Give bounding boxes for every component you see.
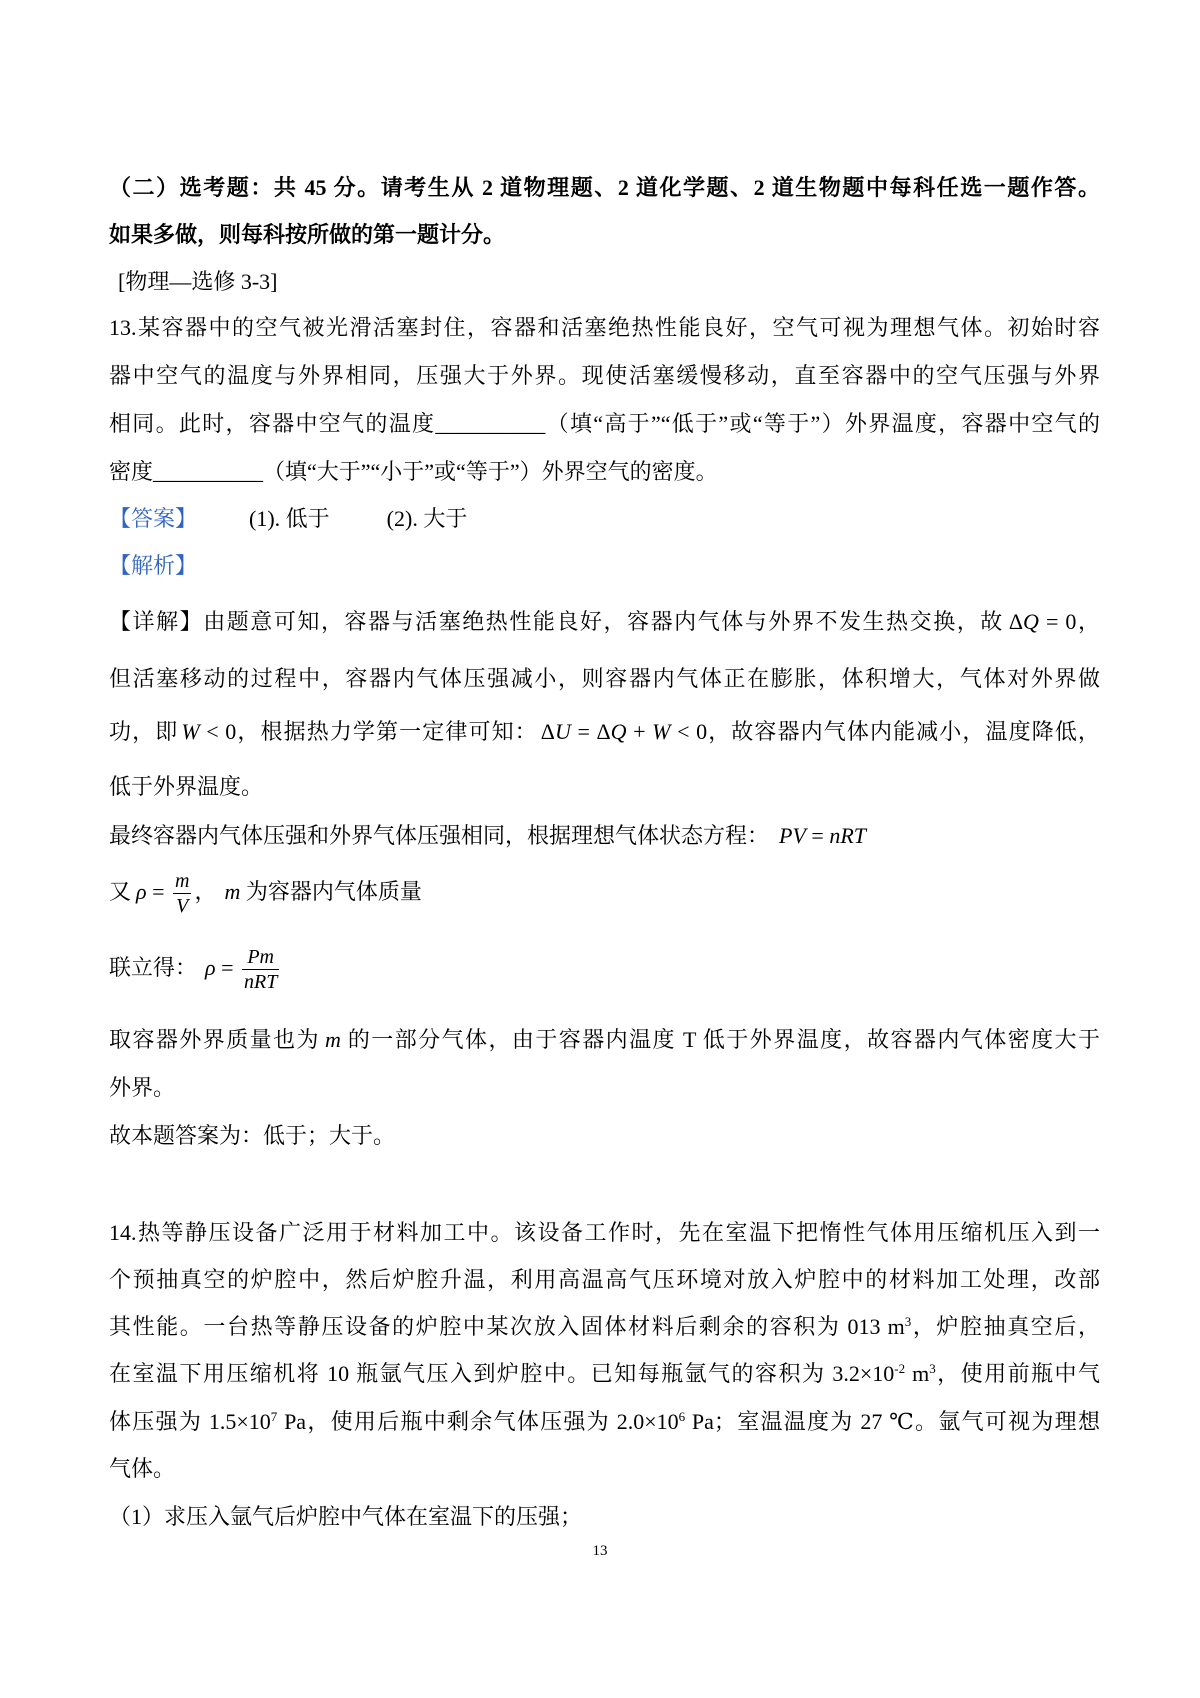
- fraction-numerator: m: [175, 870, 190, 893]
- stem-text: Pa；室温温度为 27 ℃。氩气可视为理想: [685, 1409, 1100, 1434]
- stem-text: 体压强为 1.5×10: [109, 1409, 271, 1434]
- answer-item-2: (2). 大于: [386, 506, 468, 531]
- math-variable-q: Q: [610, 719, 627, 744]
- math-equals: =: [146, 879, 170, 904]
- math-equals: =: [215, 955, 239, 980]
- superscript: 6: [678, 1409, 686, 1424]
- fraction-m-over-v: [173, 869, 191, 918]
- math-delta-symbol: Δ: [1008, 609, 1024, 634]
- detail-text: 取容器外界质量也为: [109, 1027, 320, 1052]
- detail-line-4: 低于外界温度。: [109, 774, 264, 799]
- page-number: 13: [592, 1543, 608, 1559]
- detail-line-9: 外界。: [109, 1075, 176, 1100]
- analysis-label: 【解析】: [109, 553, 198, 578]
- math-variable-q: Q: [1023, 609, 1039, 634]
- q14-stem-line-3: [109, 1312, 1100, 1342]
- elective-tag: [物理—选修 3-3]: [118, 269, 278, 294]
- math-delta-symbol: Δ: [540, 719, 555, 744]
- detail-text: 又: [109, 879, 132, 904]
- detail-line-5: [109, 821, 1100, 851]
- math-variable-u: U: [554, 719, 571, 744]
- math-equals-zero: = 0: [1038, 609, 1077, 634]
- detail-line-2: 但活塞移动的过程中，容器内气体压强减小，则容器内气体正在膨胀，体积增大，气体对外界做: [109, 666, 1100, 691]
- fraction-denominator: V: [176, 895, 189, 918]
- detail-text: 最终容器内气体压强和外界气体压强相同，根据理想气体状态方程：: [109, 823, 770, 848]
- detail-text: 功，即: [109, 719, 179, 744]
- q14-stem-line-1: 14.热等静压设备广泛用于材料加工中。该设备工作时，先在室温下把惰性气体用压缩机压入到一: [109, 1220, 1100, 1245]
- stem-text: 其性能。一台热等静压设备的炉腔中某次放入固体材料后剩余的容积为 013 m: [109, 1314, 905, 1339]
- answer-item-1: (1). 低于: [249, 506, 330, 531]
- math-rho: ρ: [205, 955, 216, 980]
- detail-text: ，: [1076, 609, 1100, 634]
- q13-stem-line-4: 密度__________（填“大于”“小于”或“等于”）外界空气的密度。: [109, 459, 718, 484]
- section-heading-line-1: （二）选考题：共 45 分。请考生从 2 道物理题、2 道化学题、2 道生物题中每科任选一题作答。: [109, 175, 1100, 200]
- q14-stem-line-5: [109, 1407, 1100, 1437]
- answer-label: 【答案】: [109, 506, 198, 531]
- fraction-denominator: nRT: [244, 971, 278, 994]
- detail-line-8: [109, 1025, 1100, 1055]
- q13-stem-line-1: 13.某容器中的空气被光滑活塞封住，容器和活塞绝热性能良好，空气可视为理想气体。初始时容: [109, 315, 1100, 340]
- stem-text: m: [905, 1361, 930, 1386]
- detail-text: 为容器内气体质量: [240, 879, 422, 904]
- math-plus: +: [626, 719, 653, 744]
- superscript: -2: [894, 1361, 906, 1376]
- section-heading-line-2: 如果多做，则每科按所做的第一题计分。: [109, 222, 506, 247]
- math-variable-m: m: [324, 1027, 341, 1052]
- fraction-pm-over-nrt: [242, 945, 279, 994]
- detail-line-3: [109, 717, 1100, 747]
- math-nrt: nRT: [829, 823, 867, 848]
- detail-line-6: [109, 862, 1100, 922]
- detail-line-10: 故本题答案为：低于；大于。: [109, 1123, 396, 1148]
- q14-stem-line-6: 气体。: [109, 1456, 176, 1481]
- q13-stem-line-3: 相同。此时，容器中空气的温度__________（填“高于”“低于”或“等于”）外界温度，容器中空气的: [109, 411, 1100, 436]
- stem-text: ，使用前瓶中气: [935, 1361, 1100, 1386]
- detail-text: ，故容器内气体内能减小，温度降低，: [707, 719, 1100, 744]
- q14-stem-line-4: [109, 1359, 1100, 1389]
- detail-text: 的一部分气体，由于容器内温度 T 低于外界温度，故容器内气体密度大于: [340, 1027, 1100, 1052]
- detail-label: 【详解】: [109, 609, 204, 634]
- superscript: 3: [904, 1314, 912, 1329]
- q14-stem-line-2: 个预抽真空的炉腔中，然后炉腔升温，利用高温高气压环境对放入炉腔中的材料加工处理，改部: [109, 1267, 1100, 1292]
- math-variable-w: W: [181, 719, 200, 744]
- q13-stem-line-2: 器中空气的温度与外界相同，压强大于外界。现使活塞缓慢移动，直至容器中的空气压强与外界: [109, 363, 1100, 388]
- detail-line-7: [109, 938, 1100, 998]
- fraction-numerator: Pm: [247, 946, 274, 969]
- math-equals-delta: = Δ: [570, 719, 611, 744]
- detail-text: ，: [194, 879, 217, 904]
- q14-sub-question-1: （1）求压入氩气后炉腔中气体在室温下的压强；: [109, 1504, 583, 1529]
- math-less-than-zero: < 0: [199, 719, 237, 744]
- math-variable-m: m: [224, 879, 241, 904]
- superscript: 7: [270, 1409, 278, 1424]
- detail-line-1: [109, 607, 1100, 637]
- detail-text: 联立得：: [109, 955, 198, 980]
- superscript: 3: [929, 1361, 936, 1376]
- math-less-than-zero: < 0: [670, 719, 708, 744]
- detail-text: ，根据热力学第一定律可知：: [236, 719, 538, 744]
- math-rho: ρ: [136, 879, 147, 904]
- stem-text: ，炉腔抽真空后，: [911, 1314, 1100, 1339]
- detail-text: 由题意可知，容器与活塞绝热性能良好，容器内气体与外界不发生热交换，故: [203, 609, 1004, 634]
- stem-text: 在室温下用压缩机将 10 瓶氩气压入到炉腔中。已知每瓶氩气的容积为 3.2×10: [109, 1361, 895, 1386]
- math-equals: =: [805, 823, 830, 848]
- math-variable-w: W: [652, 719, 671, 744]
- stem-text: Pa，使用后瓶中剩余气体压强为 2.0×10: [277, 1409, 679, 1434]
- answer-line: [109, 504, 1100, 534]
- math-pv: PV: [779, 823, 806, 848]
